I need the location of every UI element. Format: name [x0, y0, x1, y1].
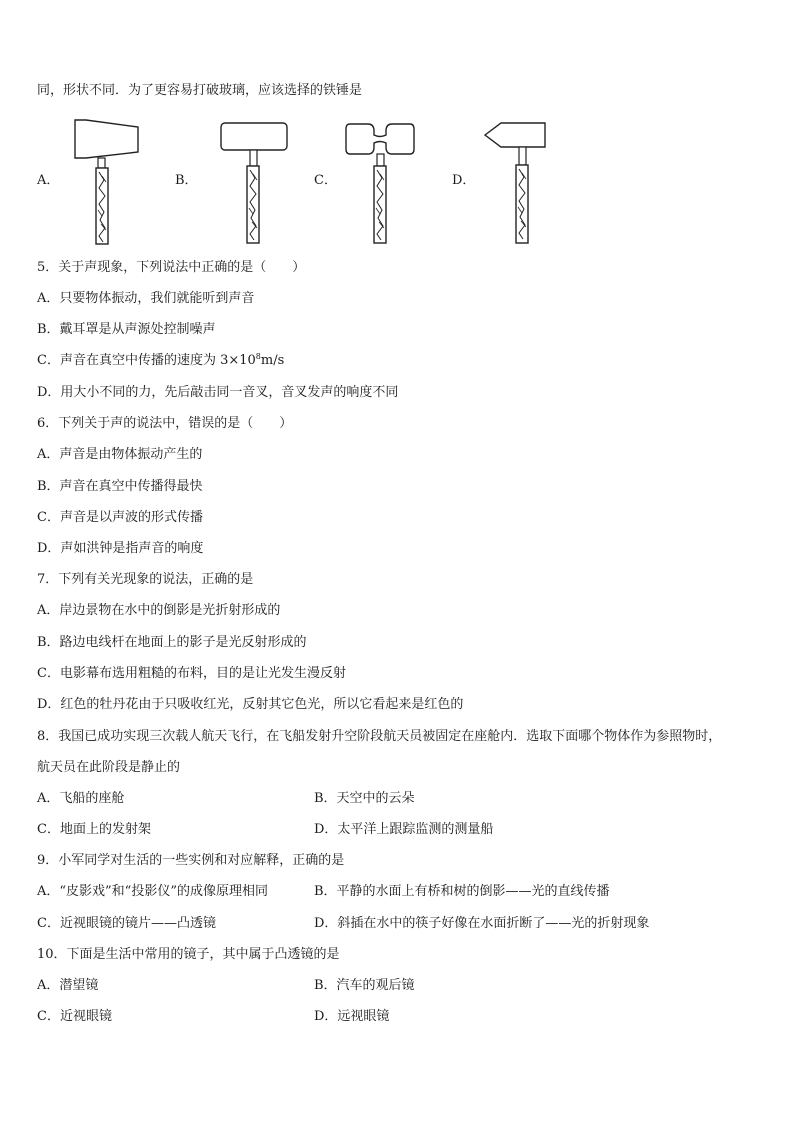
- q4-option-a-label: A．: [37, 173, 60, 188]
- rounded-rect-hammer-icon: [219, 121, 289, 245]
- q9-option-a: A．“皮影戏”和“投影仪”的成像原理相同: [37, 884, 268, 899]
- q10-option-d: D．远视眼镜: [314, 1009, 390, 1024]
- q7-option-c: C．电影幕布选用粗糙的布料，目的是让光发生漫反射: [37, 666, 346, 681]
- q10-stem: 10．下面是生活中常用的镜子，其中属于凸透镜的是: [37, 947, 340, 962]
- q6-option-a: A．声音是由物体振动产生的: [37, 447, 203, 462]
- q8-stem-line1: 8．我国已成功实现三次载人航天飞行，在飞船发射升空阶段航天员被固定在座舱内．选取下面哪个物体作为参照物时，: [37, 729, 722, 744]
- q4-stem: 同，形状不同．为了更容易打破玻璃，应该选择的铁锤是: [37, 83, 363, 98]
- q7-option-d: D．红色的牡丹花由于只吸收红光，反射其它色光，所以它看起来是红色的: [37, 697, 464, 712]
- q7-option-b: B．路边电线杆在地面上的影子是光反射形成的: [37, 635, 307, 650]
- q6-option-d: D．声如洪钟是指声音的响度: [37, 541, 204, 556]
- q8-stem-line2: 航天员在此阶段是静止的: [37, 760, 181, 775]
- q9-stem: 9．小军同学对生活的一些实例和对应解释，正确的是: [37, 853, 345, 868]
- q8-option-c: C．地面上的发射架: [37, 822, 151, 837]
- q5-option-a: A．只要物体振动，我们就能听到声音: [37, 291, 255, 306]
- q6-option-b: B．声音在真空中传播得最快: [37, 479, 203, 494]
- q10-option-c: C．近视眼镜: [37, 1009, 112, 1024]
- q4-option-d-label: D．: [452, 173, 476, 188]
- q4-option-c-label: C．: [314, 173, 337, 188]
- q7-option-a: A．岸边景物在水中的倒影是光折射形成的: [37, 603, 281, 618]
- q9-option-c: C．近视眼镜的镜片——凸透镜: [37, 916, 216, 931]
- q8-option-d: D．太平洋上跟踪监测的测量船: [314, 822, 494, 837]
- q5-option-c-unit: m/s: [260, 353, 285, 368]
- q4-option-b-label: B．: [175, 173, 198, 188]
- q5-stem: 5．关于声现象，下列说法中正确的是（ ）: [37, 260, 306, 275]
- q9-option-d: D．斜插在水中的筷子好像在水面折断了——光的折射现象: [314, 916, 650, 931]
- q5-option-d: D．用大小不同的力，先后敲击同一音叉，音叉发声的响度不同: [37, 385, 399, 400]
- q8-option-a: A．飞船的座舱: [37, 791, 125, 806]
- pointed-hammer-icon: [483, 121, 549, 245]
- q10-option-b: B．汽车的观后镜: [314, 978, 415, 993]
- q9-option-b: B．平静的水面上有桥和树的倒影——光的直线传播: [314, 884, 610, 899]
- q5-option-b: B．戴耳罩是从声源处控制噪声: [37, 322, 216, 337]
- q6-stem: 6．下列关于声的说法中，错误的是（ ）: [37, 416, 293, 431]
- q5-option-c-exponent: 8: [255, 352, 261, 361]
- q7-stem: 7．下列有关光现象的说法，正确的是: [37, 572, 254, 587]
- q6-option-c: C．声音是以声波的形式传播: [37, 510, 203, 525]
- wedge-hammer-icon: [68, 118, 140, 246]
- q5-option-c: [37, 353, 284, 369]
- q5-option-c-text: C．声音在真空中传播的速度为 3×10: [37, 353, 256, 368]
- bowtie-hammer-icon: [344, 121, 416, 245]
- q10-option-a: A．潜望镜: [37, 978, 99, 993]
- q8-option-b: B．天空中的云朵: [314, 791, 415, 806]
